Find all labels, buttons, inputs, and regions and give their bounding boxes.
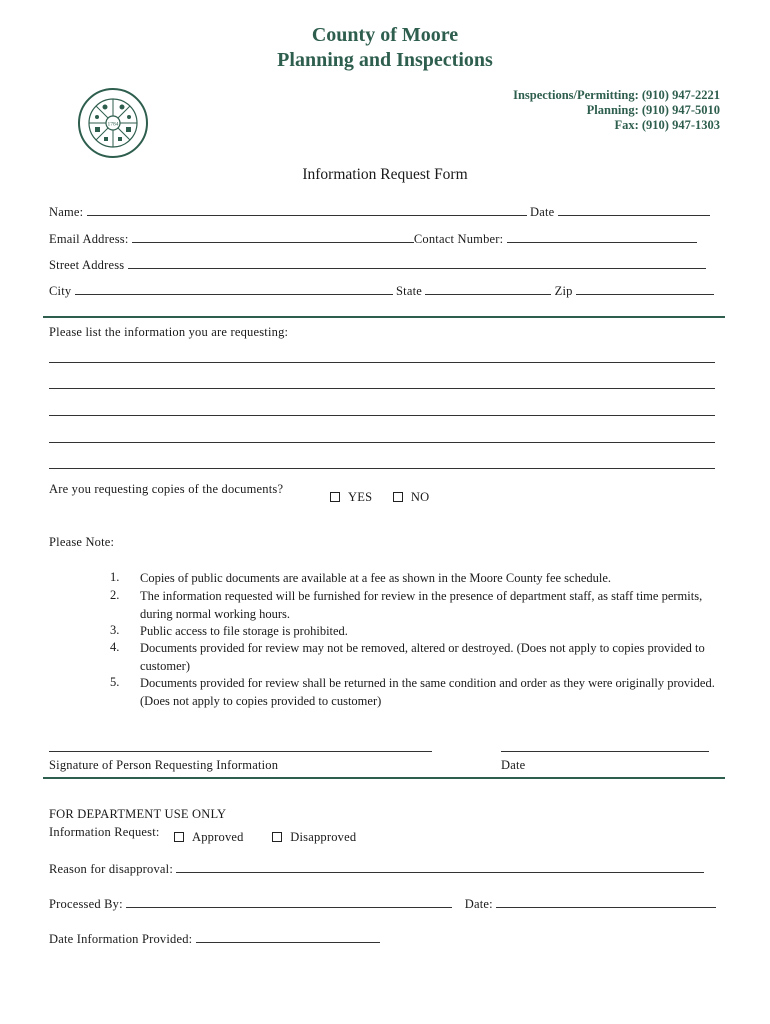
- name-row: [49, 203, 710, 220]
- no-checkbox[interactable]: [393, 492, 403, 502]
- provided-row: [49, 930, 380, 947]
- note-number: 5.: [110, 675, 120, 689]
- section-divider: [43, 316, 725, 318]
- note-number: 4.: [110, 640, 120, 654]
- request-line-3[interactable]: [49, 415, 715, 416]
- county-seal-logo: [77, 87, 149, 159]
- signature-label: Signature of Person Requesting Information: [49, 758, 279, 772]
- org-title: County of Moore: [311, 24, 459, 46]
- date-label: Date: [529, 205, 555, 219]
- reason-field[interactable]: [176, 860, 704, 873]
- request-line-2[interactable]: [49, 388, 715, 389]
- fax-number: Fax: (910) 947-1303: [614, 118, 720, 132]
- no-label: NO: [410, 490, 430, 504]
- note-text: Documents provided for review may not be removed, altered or destroyed. (Does not apply to copies provided to customer): [140, 641, 705, 673]
- note-number: 2.: [110, 588, 120, 602]
- note-text: The information requested will be furnished for review in the presence of department staff, as staff time permits, during normal working hours.: [140, 589, 703, 621]
- request-line-1[interactable]: [49, 362, 715, 363]
- email-field[interactable]: [132, 230, 414, 243]
- yes-label: YES: [348, 490, 373, 504]
- approval-options: [174, 830, 356, 845]
- city-field[interactable]: [75, 282, 393, 295]
- section-divider: [43, 777, 725, 779]
- signature-date-label: Date: [501, 758, 526, 772]
- yes-checkbox[interactable]: [330, 492, 340, 502]
- contact-field[interactable]: [507, 230, 697, 243]
- note-number: 1.: [110, 570, 120, 584]
- street-row: [49, 256, 706, 273]
- zip-label: Zip: [554, 284, 573, 298]
- note-number: 3.: [110, 623, 120, 637]
- name-label: Name:: [49, 205, 84, 219]
- request-line-5[interactable]: [49, 468, 715, 469]
- contact-label: Contact Number:: [413, 232, 504, 246]
- approved-checkbox[interactable]: [174, 832, 184, 842]
- date-field[interactable]: [558, 203, 710, 216]
- street-field[interactable]: [128, 256, 706, 269]
- email-row: [49, 230, 697, 247]
- dept-heading: FOR DEPARTMENT USE ONLY: [49, 807, 227, 821]
- note-text: Copies of public documents are available at a fee as shown in the Moore County fee schedule.: [140, 571, 612, 585]
- notes-heading: Please Note:: [49, 535, 115, 549]
- city-row: [49, 282, 714, 299]
- zip-field[interactable]: [576, 282, 714, 295]
- processed-row: [49, 895, 716, 912]
- state-label: State: [396, 284, 422, 298]
- disapproved-checkbox[interactable]: [272, 832, 282, 842]
- form-title: Information Request Form: [302, 166, 468, 183]
- processed-field[interactable]: [126, 895, 452, 908]
- signature-field[interactable]: [49, 751, 432, 752]
- inspections-phone: Inspections/Permitting: (910) 947-2221: [513, 88, 720, 102]
- processed-date-field[interactable]: [496, 895, 716, 908]
- provided-label: Date Information Provided:: [49, 932, 193, 946]
- request-prompt: Please list the information you are requesting:: [49, 325, 289, 339]
- disapproved-label: Disapproved: [290, 830, 357, 844]
- signature-date-field[interactable]: [501, 751, 709, 752]
- copies-options: [330, 490, 429, 505]
- email-label: Email Address:: [49, 232, 129, 246]
- name-field[interactable]: [87, 203, 527, 216]
- request-line-4[interactable]: [49, 442, 715, 443]
- processed-date-label: Date:: [464, 897, 493, 911]
- approved-label: Approved: [192, 830, 244, 844]
- seal-year: 1784: [107, 121, 119, 128]
- provided-field[interactable]: [196, 930, 380, 943]
- note-text: Documents provided for review shall be returned in the same condition and order as they were originally provided. (Does not apply to copies provided to customer): [140, 676, 715, 708]
- state-field[interactable]: [425, 282, 551, 295]
- city-label: City: [49, 284, 72, 298]
- reason-label: Reason for disapproval:: [49, 862, 174, 876]
- request-status-label: Information Request:: [49, 825, 160, 839]
- planning-phone: Planning: (910) 947-5010: [586, 103, 720, 117]
- reason-row: [49, 860, 704, 877]
- dept-title: Planning and Inspections: [277, 49, 493, 71]
- processed-label: Processed By:: [49, 897, 123, 911]
- street-label: Street Address: [49, 258, 125, 272]
- note-text: Public access to file storage is prohibited.: [140, 624, 348, 638]
- copies-question: Are you requesting copies of the documents?: [49, 482, 284, 496]
